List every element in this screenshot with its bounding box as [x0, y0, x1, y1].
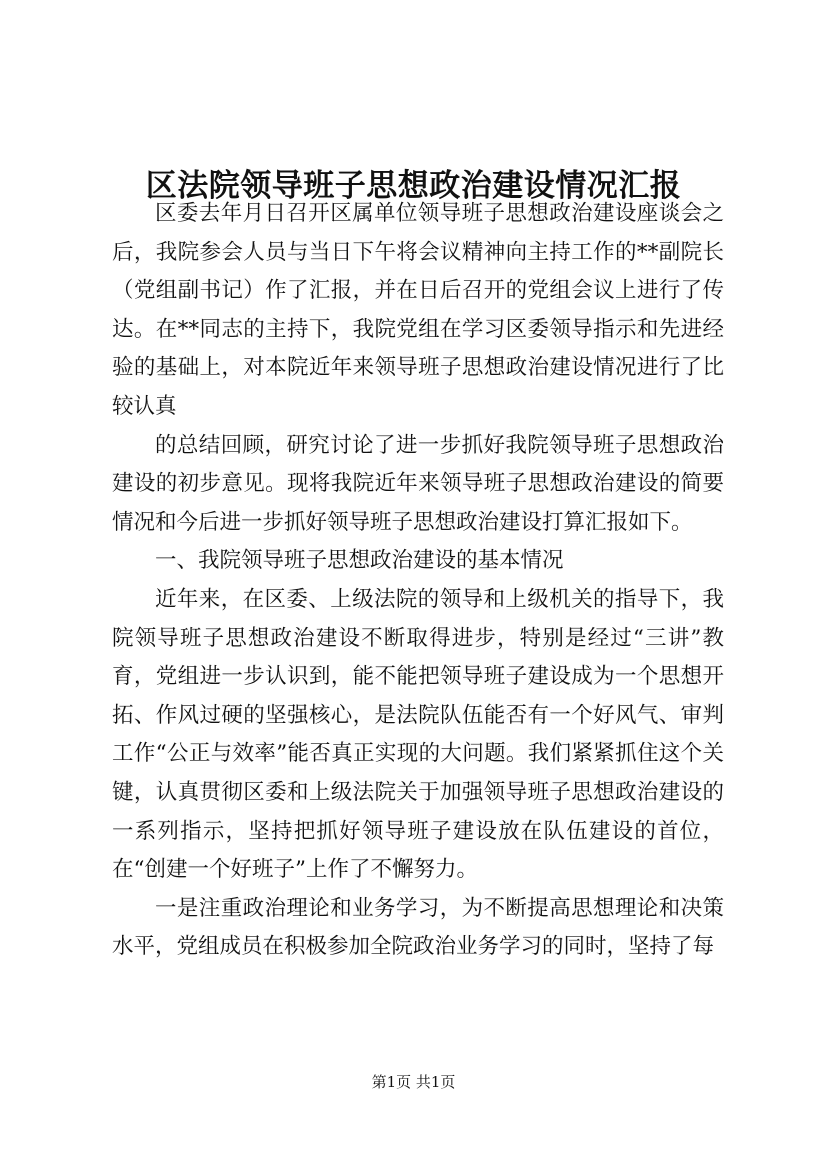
page-footer [0, 1072, 827, 1092]
document-body [112, 195, 724, 967]
document-title: 区法院领导班子思想政治建设情况汇报 [145, 167, 682, 204]
page-number-label: 第1页 共1页 [371, 1073, 456, 1091]
paragraph-summary: 的总结回顾，研究讨论了进一步抓好我院领导班子思想政治建设的初步意见。现将我院近年来领导班子思想政治建设的简要情况和今后进一步抓好领导班子思想政治建设打算汇报如下。 [112, 432, 724, 535]
paragraph-situation: 近年来，在区委、上级法院的领导和上级机关的指导下，我院领导班子思想政治建设不断取得进步，特别是经过“三讲”教育，党组进一步认识到，能不能把领导班子建设成为一个思想开拓、作风过硬的坚强核心，是法院队伍能否有一个好风气、审判工作“公正与效率”能否真正实现的大问题。我们紧紧抓住这个关键，认真贯彻区委和上级法院关于加强领导班子思想政治建设的一系列指示，坚持把抓好领导班子建设放在队伍建设的首位，在“创建一个好班子”上作了不懈努力。 [112, 586, 724, 883]
paragraph-intro: 区委去年月日召开区属单位领导班子思想政治建设座谈会之后，我院参会人员与当日下午将会议精神向主持工作的**副院长（党组副书记）作了汇报，并在日后召开的党组会议上进行了传达。在**同志的主持下，我院党组在学习区委领导指示和先进经验的基础上，对本院近年来领导班子思想政治建设情况进行了比较认真 [112, 201, 724, 419]
paragraph-point-1: 一是注重政治理论和业务学习，为不断提高思想理论和决策水平，党组成员在积极参加全院政治业务学习的同时，坚持了每 [112, 895, 724, 960]
section-heading-1: 一、我院领导班子思想政治建设的基本情况 [155, 548, 564, 574]
